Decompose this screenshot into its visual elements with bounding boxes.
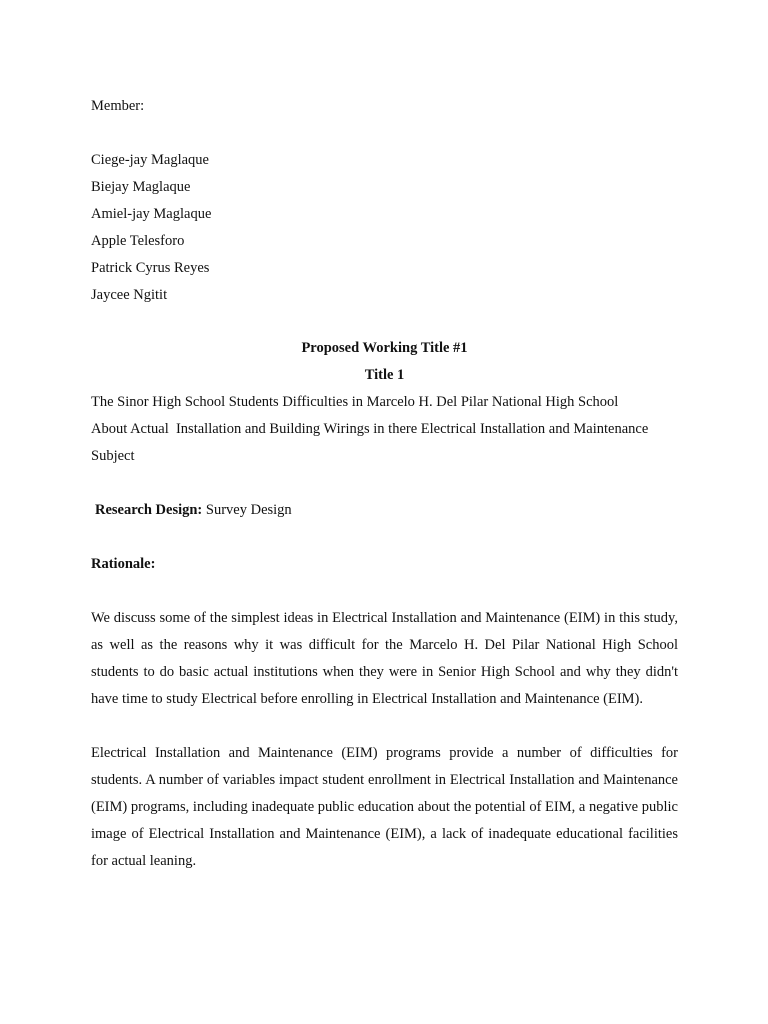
rationale-paragraph: We discuss some of the simplest ideas in Electrical Installation and Maintenance (EIM) in this study, as well as the reasons why it was difficult for the Marcelo H. Del Pilar National High School students to do basic actual institutions when they were in Senior High School and why they didn't have time to study Electrical before enrolling in Electrical Installation and Maintenance (EIM). (91, 610, 678, 707)
member-name: Ciege-jay Maglaque (91, 152, 209, 168)
rationale-paragraph: Electrical Installation and Maintenance (EIM) programs provide a number of difficulties for students. A number of variables impact student enrollment in Electrical Installation and Maintenance (EIM) programs, including inadequate public education about the potential of EIM, a negative public image of Electrical Installation and Maintenance (EIM), a lack of inadequate educational facilities for actual leaning. (91, 745, 678, 869)
member-list (91, 147, 678, 309)
member-name: Amiel-jay Maglaque (91, 206, 212, 222)
member-name: Apple Telesforo (91, 233, 185, 249)
document-page (91, 93, 678, 875)
research-design-label: Research Design: (95, 502, 203, 518)
title-heading: Title 1 (364, 367, 405, 383)
title-line: The Sinor High School Students Difficulties in Marcelo H. Del Pilar National High School (91, 394, 619, 410)
member-heading: Member: (91, 98, 145, 114)
rationale-heading: Rationale: (91, 556, 156, 572)
member-name: Jaycee Ngitit (91, 287, 168, 303)
proposed-title-heading: Proposed Working Title #1 (301, 340, 468, 356)
member-name: Biejay Maglaque (91, 179, 191, 195)
member-name: Patrick Cyrus Reyes (91, 260, 210, 276)
title-line: About Actual Installation and Building Wirings in there Electrical Installation and Maintenance (91, 421, 649, 437)
title-line: Subject (91, 448, 135, 464)
research-design-value: Survey Design (202, 502, 292, 518)
title-text (91, 389, 678, 470)
research-design (91, 497, 678, 524)
